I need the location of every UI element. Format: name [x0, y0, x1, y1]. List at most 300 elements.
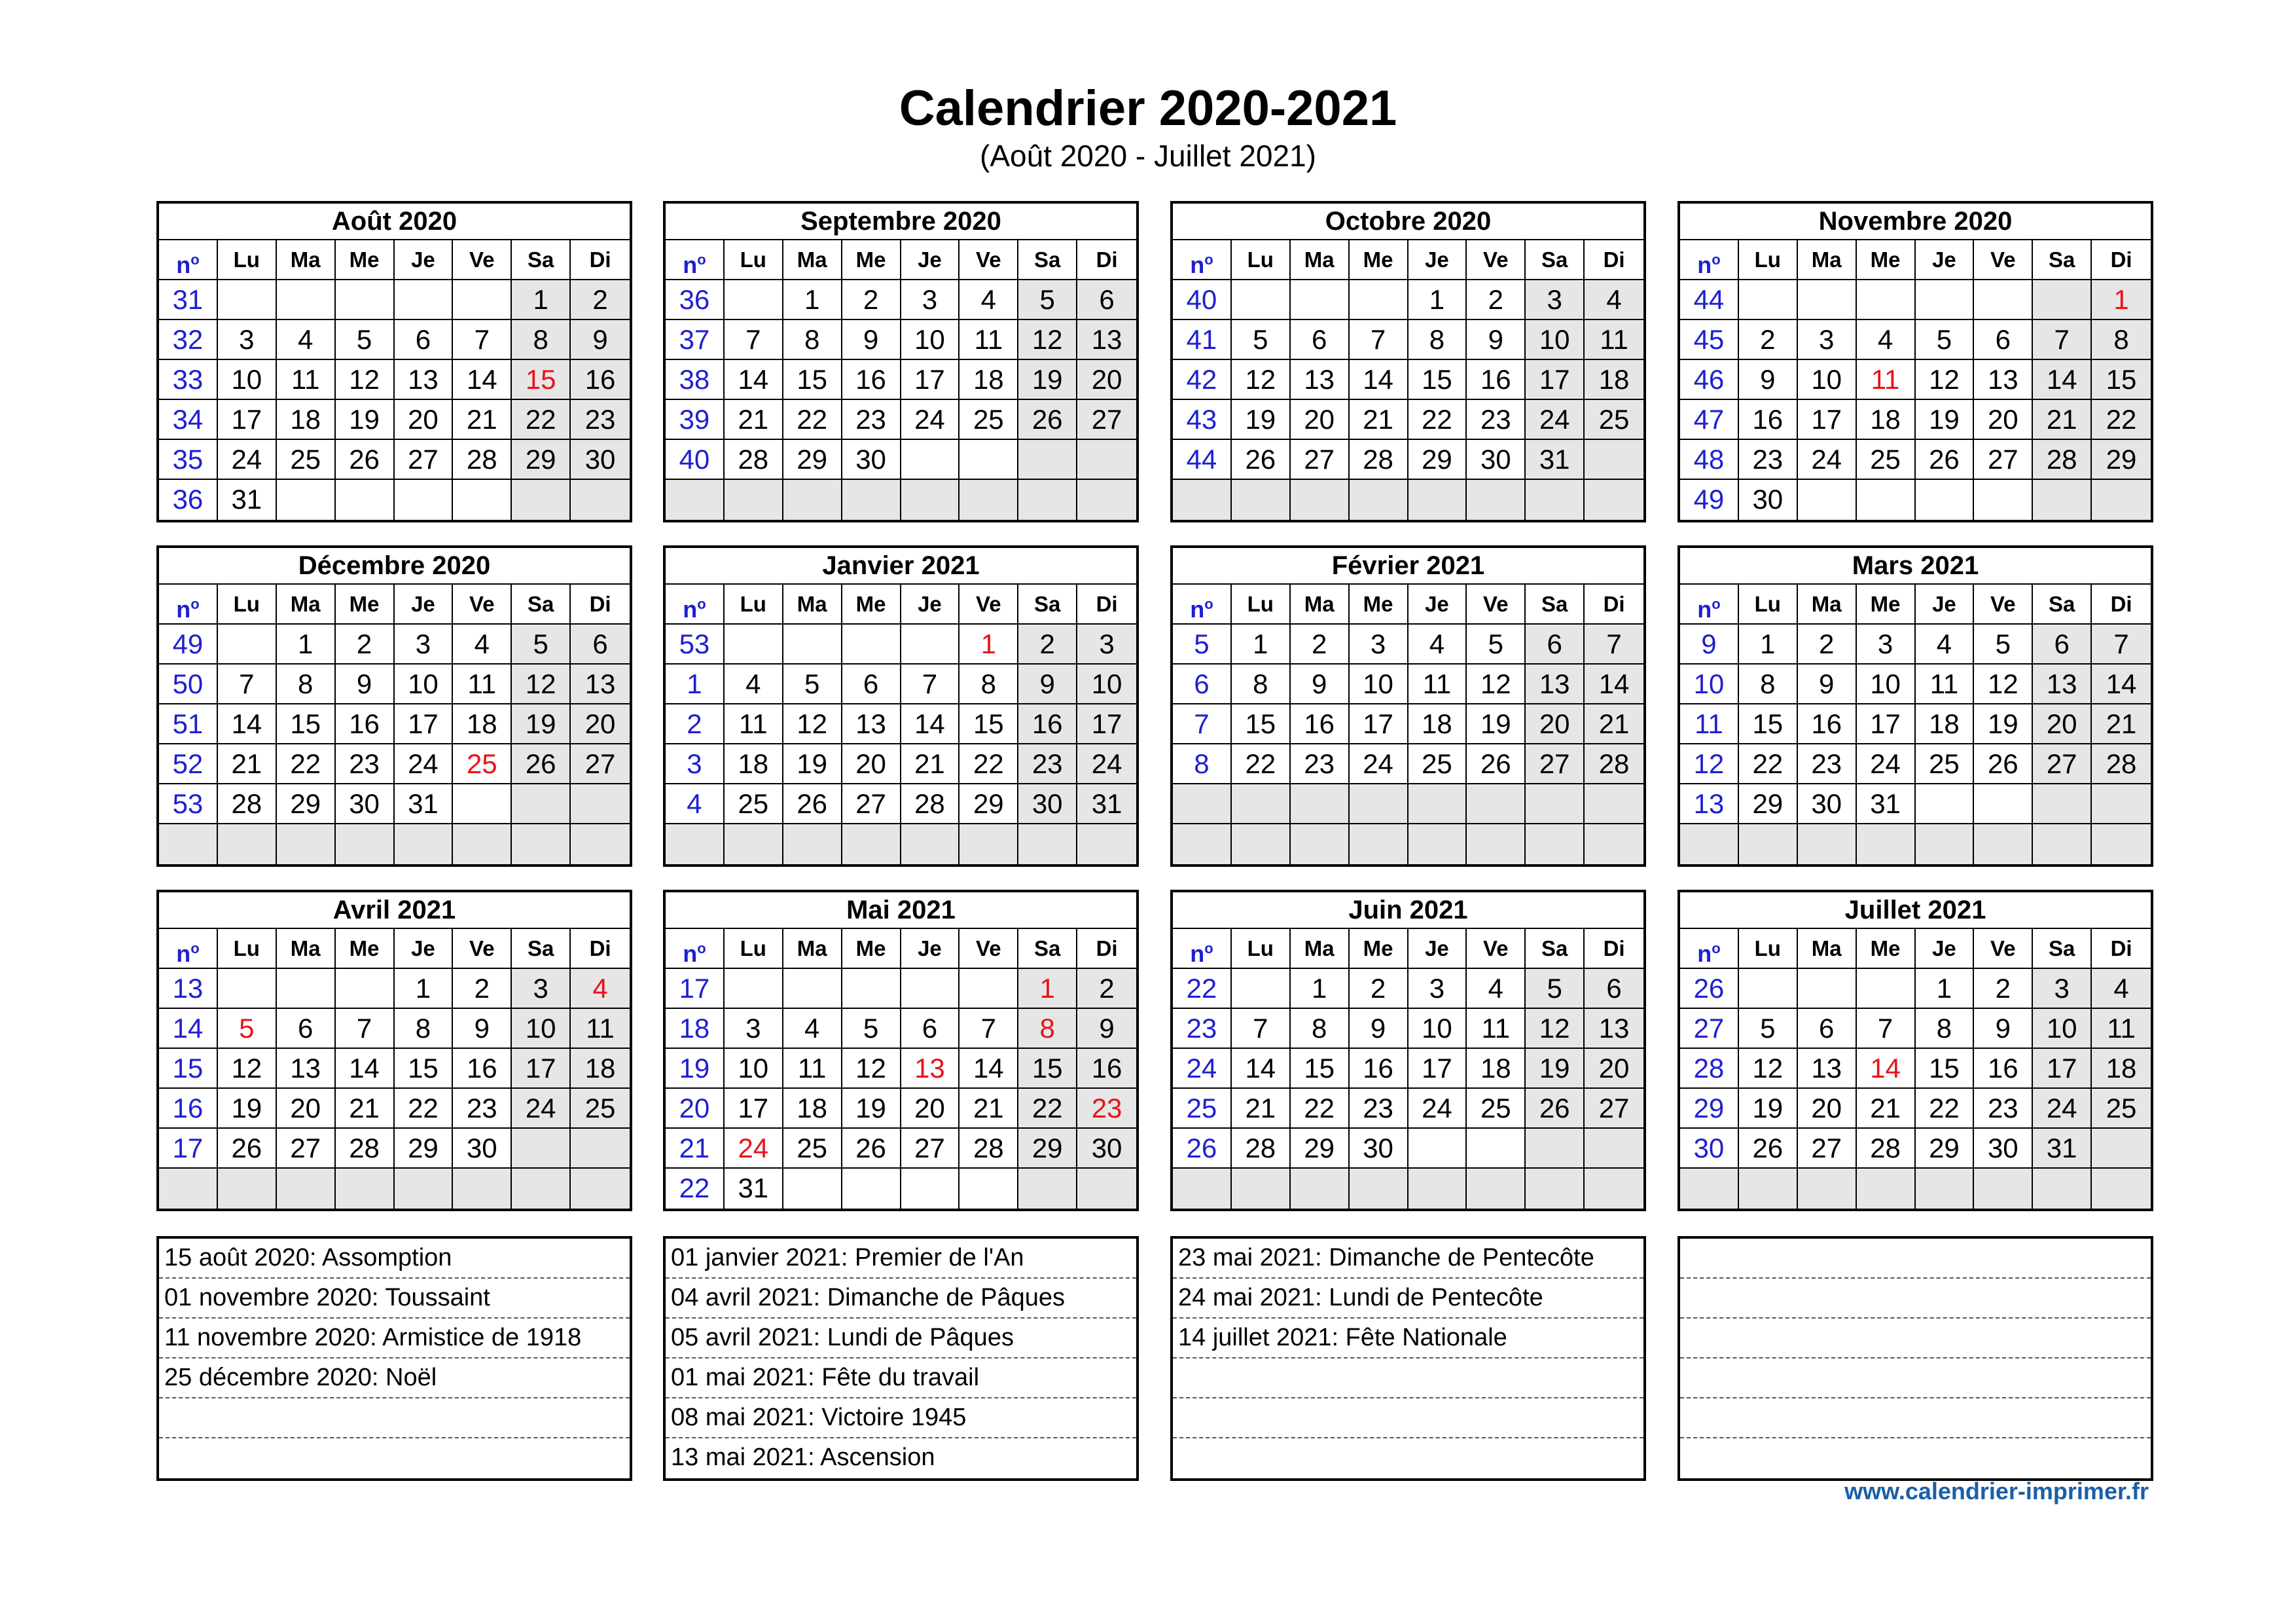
day-cell: 18	[2092, 1049, 2151, 1089]
week-number-header-n: n	[683, 940, 698, 967]
day-cell: 26	[1916, 440, 1975, 480]
day-cell: 6	[2033, 625, 2092, 665]
empty-day-cell	[395, 824, 454, 864]
day-cell: 19	[783, 744, 842, 784]
day-cell: 7	[960, 1009, 1018, 1049]
day-cell: 7	[725, 320, 783, 360]
empty-day-cell	[1857, 1169, 1916, 1209]
day-cell: 8	[1232, 665, 1291, 704]
day-cell: 13	[901, 1049, 960, 1089]
holiday-entry: 08 mai 2021: Victoire 1945	[666, 1398, 1136, 1438]
empty-day-cell	[2033, 280, 2092, 320]
day-cell: 21	[1857, 1089, 1916, 1129]
month-title: Mars 2021	[1680, 548, 2151, 585]
day-cell: 17	[2033, 1049, 2092, 1089]
week-number: 41	[1173, 320, 1232, 360]
week-number: 34	[159, 400, 218, 440]
day-cell: 7	[336, 1009, 395, 1049]
empty-day-cell	[725, 824, 783, 864]
week-number-header	[1173, 240, 1232, 280]
day-cell: 6	[1077, 280, 1136, 320]
empty-day-cell	[1232, 969, 1291, 1009]
empty-day-cell	[1916, 784, 1975, 824]
week-number-header	[1680, 929, 1739, 969]
day-cell: 4	[2092, 969, 2151, 1009]
day-cell: 31	[395, 784, 454, 824]
week-number: 44	[1173, 440, 1232, 480]
day-cell: 10	[901, 320, 960, 360]
day-cell: 17	[1526, 360, 1585, 400]
day-cell: 15	[1916, 1049, 1975, 1089]
day-cell: 16	[571, 360, 630, 400]
day-name-header: Je	[395, 240, 454, 280]
day-cell: 3	[1350, 625, 1408, 665]
empty-day-cell	[1585, 1129, 1643, 1169]
day-name-header: Sa	[2033, 929, 2092, 969]
day-cell: 18	[725, 744, 783, 784]
day-cell: 25	[783, 1129, 842, 1169]
empty-day-cell	[336, 280, 395, 320]
month-title: Août 2020	[159, 204, 630, 240]
page-title: Calendrier 2020-2021	[899, 81, 1397, 136]
day-cell: 31	[1526, 440, 1585, 480]
day-cell: 25	[277, 440, 336, 480]
website-link[interactable]: www.calendrier-imprimer.fr	[1844, 1478, 2149, 1504]
empty-day-cell	[1350, 824, 1408, 864]
week-number: 35	[159, 440, 218, 480]
day-name-header: Sa	[1526, 929, 1585, 969]
day-cell: 7	[2033, 320, 2092, 360]
day-cell: 21	[725, 400, 783, 440]
page-subtitle: (Août 2020 - Juillet 2021)	[980, 139, 1316, 173]
day-cell: 15	[960, 704, 1018, 744]
week-number: 8	[1173, 744, 1232, 784]
day-cell: 13	[1526, 665, 1585, 704]
empty-day-cell	[1526, 824, 1585, 864]
week-number-header-sup: o	[697, 251, 706, 268]
day-cell: 30	[842, 440, 901, 480]
day-cell: 4	[1585, 280, 1643, 320]
empty-day-cell	[1739, 280, 1798, 320]
day-cell: 17	[901, 360, 960, 400]
empty-day-cell	[960, 969, 1018, 1009]
week-number-header-n: n	[1697, 251, 1712, 278]
day-cell: 15	[783, 360, 842, 400]
day-cell: 14	[1232, 1049, 1291, 1089]
day-cell: 12	[1916, 360, 1975, 400]
empty-day-cell	[277, 1169, 336, 1209]
day-name-header: Ve	[960, 929, 1018, 969]
empty-day-cell	[218, 280, 277, 320]
day-cell: 12	[1018, 320, 1077, 360]
holiday-list-box	[1170, 1236, 1646, 1481]
week-number: 50	[159, 665, 218, 704]
day-name-header: Sa	[512, 240, 571, 280]
month-title: Juin 2021	[1173, 892, 1643, 929]
day-cell: 25	[1916, 744, 1975, 784]
day-cell: 5	[1916, 320, 1975, 360]
day-cell: 13	[842, 704, 901, 744]
week-number: 49	[159, 625, 218, 665]
day-cell: 1	[2092, 280, 2151, 320]
empty-day-cell	[453, 784, 512, 824]
day-name-header: Me	[1857, 585, 1916, 625]
empty-day-cell	[1077, 440, 1136, 480]
empty-day-cell	[1526, 1169, 1585, 1209]
day-name-header: Ve	[453, 929, 512, 969]
day-cell: 31	[218, 480, 277, 520]
holiday-entry: 04 avril 2021: Dimanche de Pâques	[666, 1279, 1136, 1319]
week-number: 42	[1173, 360, 1232, 400]
empty-day-cell	[512, 1169, 571, 1209]
day-cell: 27	[1585, 1089, 1643, 1129]
day-cell: 24	[395, 744, 454, 784]
day-cell: 14	[453, 360, 512, 400]
day-cell: 19	[842, 1089, 901, 1129]
day-cell: 10	[1526, 320, 1585, 360]
day-cell: 7	[1232, 1009, 1291, 1049]
day-cell: 19	[1232, 400, 1291, 440]
empty-day-cell	[1018, 480, 1077, 520]
day-cell: 27	[395, 440, 454, 480]
week-number: 40	[1173, 280, 1232, 320]
day-cell: 1	[1739, 625, 1798, 665]
empty-day-cell	[1585, 784, 1643, 824]
day-cell: 14	[336, 1049, 395, 1089]
day-cell: 4	[277, 320, 336, 360]
empty-day-cell	[2033, 1169, 2092, 1209]
day-cell: 9	[336, 665, 395, 704]
week-number-header-n: n	[176, 596, 191, 623]
month-title: Décembre 2020	[159, 548, 630, 585]
empty-day-cell	[571, 1129, 630, 1169]
holiday-entry	[1680, 1239, 2151, 1279]
day-cell: 20	[395, 400, 454, 440]
day-cell: 28	[2092, 744, 2151, 784]
empty-day-cell	[2092, 784, 2151, 824]
day-cell: 22	[395, 1089, 454, 1129]
day-cell: 1	[1018, 969, 1077, 1009]
day-cell: 27	[901, 1129, 960, 1169]
day-cell: 23	[1739, 440, 1798, 480]
day-cell: 12	[842, 1049, 901, 1089]
week-number: 23	[1173, 1009, 1232, 1049]
day-cell: 26	[1526, 1089, 1585, 1129]
day-cell: 6	[571, 625, 630, 665]
day-cell: 25	[2092, 1089, 2151, 1129]
empty-day-cell	[842, 824, 901, 864]
day-name-header: Je	[901, 240, 960, 280]
empty-day-cell	[1916, 1169, 1975, 1209]
month-grid	[1173, 240, 1643, 520]
day-cell: 11	[453, 665, 512, 704]
day-cell: 1	[395, 969, 454, 1009]
day-cell: 5	[336, 320, 395, 360]
empty-day-cell	[1077, 824, 1136, 864]
day-cell: 4	[783, 1009, 842, 1049]
day-name-header: Ma	[277, 240, 336, 280]
week-number: 22	[1173, 969, 1232, 1009]
day-cell: 28	[901, 784, 960, 824]
day-cell: 28	[453, 440, 512, 480]
week-number: 45	[1680, 320, 1739, 360]
empty-day-cell	[336, 969, 395, 1009]
day-cell: 19	[1916, 400, 1975, 440]
empty-day-cell	[1585, 480, 1643, 520]
week-number-header-n: n	[1697, 596, 1712, 623]
holiday-entry	[1173, 1438, 1643, 1478]
day-name-header: Di	[1077, 929, 1136, 969]
day-name-header: Je	[1916, 929, 1975, 969]
day-cell: 3	[218, 320, 277, 360]
day-cell: 18	[960, 360, 1018, 400]
day-name-header: Je	[395, 929, 454, 969]
day-cell: 3	[1408, 969, 1467, 1009]
week-number: 9	[1680, 625, 1739, 665]
empty-day-cell	[1739, 969, 1798, 1009]
day-cell: 22	[277, 744, 336, 784]
empty-day-cell	[1798, 280, 1857, 320]
day-cell: 30	[1798, 784, 1857, 824]
empty-day-cell	[960, 1169, 1018, 1209]
day-cell: 16	[1974, 1049, 2033, 1089]
day-cell: 27	[571, 744, 630, 784]
empty-day-cell	[901, 625, 960, 665]
day-cell: 6	[901, 1009, 960, 1049]
day-cell: 9	[453, 1009, 512, 1049]
day-cell: 23	[1798, 744, 1857, 784]
holiday-entry	[1680, 1319, 2151, 1359]
week-number-header-sup: o	[190, 596, 200, 612]
month-title: Février 2021	[1173, 548, 1643, 585]
day-name-header: Ve	[1974, 240, 2033, 280]
day-cell: 6	[842, 665, 901, 704]
day-cell: 5	[512, 625, 571, 665]
holiday-entry: 01 janvier 2021: Premier de l'An	[666, 1239, 1136, 1279]
week-number: 27	[1680, 1009, 1739, 1049]
day-cell: 17	[725, 1089, 783, 1129]
day-cell: 19	[218, 1089, 277, 1129]
day-cell: 8	[783, 320, 842, 360]
day-cell: 19	[1739, 1089, 1798, 1129]
empty-day-cell	[725, 969, 783, 1009]
day-cell: 21	[336, 1089, 395, 1129]
month-grid	[159, 929, 630, 1209]
week-number: 4	[666, 784, 725, 824]
week-number-header	[1173, 929, 1232, 969]
day-cell: 29	[277, 784, 336, 824]
day-cell: 21	[1232, 1089, 1291, 1129]
day-cell: 3	[2033, 969, 2092, 1009]
day-cell: 12	[1739, 1049, 1798, 1089]
day-cell: 30	[1077, 1129, 1136, 1169]
day-cell: 25	[960, 400, 1018, 440]
day-cell: 23	[1077, 1089, 1136, 1129]
week-number: 49	[1680, 480, 1739, 520]
day-cell: 8	[395, 1009, 454, 1049]
empty-day-cell	[1857, 480, 1916, 520]
holiday-entry: 05 avril 2021: Lundi de Pâques	[666, 1319, 1136, 1359]
day-cell: 2	[336, 625, 395, 665]
week-number: 25	[1173, 1089, 1232, 1129]
day-cell: 24	[1077, 744, 1136, 784]
day-cell: 17	[512, 1049, 571, 1089]
week-number: 32	[159, 320, 218, 360]
empty-day-cell	[725, 480, 783, 520]
empty-day-cell	[571, 480, 630, 520]
week-number: 3	[666, 744, 725, 784]
week-number-header-sup: o	[1712, 596, 1721, 612]
month-calendar	[1677, 890, 2153, 1211]
day-cell: 19	[512, 704, 571, 744]
day-cell: 10	[218, 360, 277, 400]
empty-day-cell	[1408, 1129, 1467, 1169]
day-cell: 18	[1585, 360, 1643, 400]
day-cell: 11	[1585, 320, 1643, 360]
day-cell: 4	[725, 665, 783, 704]
week-number-header	[1173, 585, 1232, 625]
week-number: 44	[1680, 280, 1739, 320]
day-cell: 3	[1798, 320, 1857, 360]
empty-day-cell	[1916, 280, 1975, 320]
day-name-header: Di	[2092, 929, 2151, 969]
day-cell: 18	[1408, 704, 1467, 744]
month-grid	[666, 585, 1136, 864]
day-cell: 14	[2092, 665, 2151, 704]
day-cell: 27	[842, 784, 901, 824]
empty-day-cell	[1291, 480, 1350, 520]
day-cell: 4	[960, 280, 1018, 320]
day-cell: 3	[512, 969, 571, 1009]
day-name-header: Lu	[1739, 585, 1798, 625]
day-cell: 12	[1232, 360, 1291, 400]
week-number	[666, 824, 725, 864]
day-cell: 21	[1350, 400, 1408, 440]
day-cell: 28	[1232, 1129, 1291, 1169]
week-number: 10	[1680, 665, 1739, 704]
day-cell: 14	[901, 704, 960, 744]
holiday-list-box	[156, 1236, 632, 1481]
day-cell: 28	[336, 1129, 395, 1169]
day-cell: 20	[2033, 704, 2092, 744]
day-cell: 13	[1077, 320, 1136, 360]
empty-day-cell	[901, 969, 960, 1009]
day-cell: 13	[2033, 665, 2092, 704]
day-cell: 2	[1974, 969, 2033, 1009]
empty-day-cell	[512, 1129, 571, 1169]
day-name-header: Je	[1408, 585, 1467, 625]
day-cell: 29	[2092, 440, 2151, 480]
day-cell: 31	[1077, 784, 1136, 824]
month-grid	[1680, 585, 2151, 864]
day-cell: 23	[1018, 744, 1077, 784]
day-cell: 30	[1467, 440, 1526, 480]
day-cell: 21	[453, 400, 512, 440]
day-name-header: Ma	[783, 585, 842, 625]
week-number-header-sup: o	[1204, 596, 1213, 612]
day-cell: 9	[842, 320, 901, 360]
day-cell: 31	[1857, 784, 1916, 824]
month-calendar	[1677, 545, 2153, 867]
month-grid	[1680, 929, 2151, 1209]
empty-day-cell	[1974, 784, 2033, 824]
day-cell: 7	[453, 320, 512, 360]
day-cell: 29	[1916, 1129, 1975, 1169]
month-calendar	[156, 545, 632, 867]
day-cell: 9	[1018, 665, 1077, 704]
empty-day-cell	[1467, 1129, 1526, 1169]
day-cell: 9	[1798, 665, 1857, 704]
day-name-header: Me	[336, 929, 395, 969]
day-cell: 12	[1526, 1009, 1585, 1049]
day-cell: 19	[336, 400, 395, 440]
day-cell: 27	[277, 1129, 336, 1169]
day-cell: 22	[960, 744, 1018, 784]
day-cell: 20	[571, 704, 630, 744]
week-number: 48	[1680, 440, 1739, 480]
day-name-header: Sa	[2033, 585, 2092, 625]
day-cell: 20	[1798, 1089, 1857, 1129]
day-name-header: Ve	[453, 585, 512, 625]
day-name-header: Me	[842, 585, 901, 625]
day-cell: 11	[1408, 665, 1467, 704]
day-cell: 16	[1291, 704, 1350, 744]
day-cell: 2	[571, 280, 630, 320]
week-number	[159, 824, 218, 864]
day-cell: 26	[842, 1129, 901, 1169]
day-cell: 7	[901, 665, 960, 704]
week-number: 22	[666, 1169, 725, 1209]
week-number: 43	[1173, 400, 1232, 440]
day-cell: 2	[1291, 625, 1350, 665]
day-cell: 26	[336, 440, 395, 480]
week-number-header-sup: o	[1712, 940, 1721, 957]
week-number-header-n: n	[683, 251, 698, 278]
week-number	[1680, 824, 1739, 864]
empty-day-cell	[395, 480, 454, 520]
day-cell: 12	[1467, 665, 1526, 704]
holiday-entry	[1680, 1279, 2151, 1319]
empty-day-cell	[783, 1169, 842, 1209]
day-cell: 15	[1291, 1049, 1350, 1089]
day-cell: 4	[1467, 969, 1526, 1009]
week-number-header-sup: o	[1712, 251, 1721, 268]
week-number-header	[666, 929, 725, 969]
day-cell: 10	[1350, 665, 1408, 704]
week-number: 7	[1173, 704, 1232, 744]
holiday-entry: 13 mai 2021: Ascension	[671, 1444, 935, 1471]
day-name-header: Me	[336, 240, 395, 280]
empty-day-cell	[901, 440, 960, 480]
empty-day-cell	[1408, 480, 1467, 520]
day-cell: 30	[1350, 1129, 1408, 1169]
day-cell: 4	[1916, 625, 1975, 665]
day-cell: 6	[1291, 320, 1350, 360]
empty-day-cell	[1526, 480, 1585, 520]
empty-day-cell	[218, 625, 277, 665]
day-name-header: Lu	[218, 585, 277, 625]
day-cell: 25	[571, 1089, 630, 1129]
day-cell: 2	[1018, 625, 1077, 665]
day-cell: 16	[1018, 704, 1077, 744]
day-cell: 15	[1739, 704, 1798, 744]
week-number-header-n: n	[1190, 596, 1205, 623]
day-cell: 9	[1077, 1009, 1136, 1049]
day-cell: 6	[1974, 320, 2033, 360]
day-name-header: Di	[1077, 585, 1136, 625]
day-cell: 27	[1526, 744, 1585, 784]
day-cell: 2	[453, 969, 512, 1009]
